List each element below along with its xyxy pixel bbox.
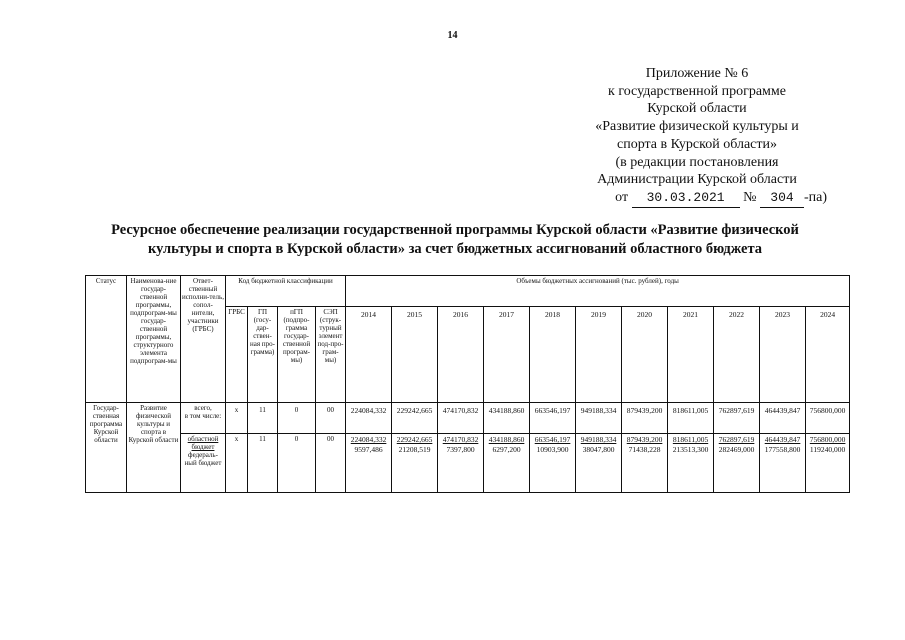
cell-value-regional: 762897,619: [718, 435, 755, 444]
cell-value-federal: 213513,300: [672, 445, 709, 454]
header-volumes: Объемы бюджетных ассигнований (тыс. рублей), годы: [346, 276, 850, 307]
cell-value: 224084,332: [346, 403, 392, 434]
resp-including-label: в том числе:: [184, 412, 222, 420]
resp-total-label: всего,: [194, 404, 212, 412]
cell-pgp: 0: [278, 434, 316, 493]
header-year: 2017: [484, 307, 530, 403]
header-year: 2020: [622, 307, 668, 403]
header-year: 2016: [438, 307, 484, 403]
cell-value: 949188,334: [576, 403, 622, 434]
appendix-line: Администрации Курской области: [597, 172, 797, 188]
cell-value-regional: 879439,200: [626, 435, 663, 444]
page-number: 14: [447, 30, 458, 41]
cell-value-regional: 949188,334: [580, 435, 617, 444]
cell-value-pair: [714, 434, 760, 493]
cell-value-federal: 6297,200: [492, 445, 521, 454]
cell-value-federal: 9597,486: [354, 445, 383, 454]
cell-value-pair: [668, 434, 714, 493]
header-year: 2023: [760, 307, 806, 403]
cell-value: 818611,005: [668, 403, 714, 434]
cell-value-pair: [438, 434, 484, 493]
cell-value-pair: [346, 434, 392, 493]
cell-sep: 00: [316, 434, 346, 493]
cell-value-pair: [760, 434, 806, 493]
cell-value: 464439,847: [760, 403, 806, 434]
header-year: 2022: [714, 307, 760, 403]
cell-value-regional: 818611,005: [672, 435, 709, 444]
cell-value-regional: 464439,847: [764, 435, 801, 444]
row-name: Развитие физической культуры и спорта в Курской области: [127, 403, 181, 493]
cell-value-pair: [622, 434, 668, 493]
header-year: 2015: [392, 307, 438, 403]
appendix-line: спорта в Курской области»: [616, 136, 777, 152]
appendix-line: к государственной программе: [608, 83, 786, 99]
cell-value: 229242,665: [392, 403, 438, 434]
cell-value-pair: [806, 434, 850, 493]
cell-value-federal: 10903,900: [536, 445, 569, 454]
resolution-date: 30.03.2021: [632, 189, 740, 208]
cell-value-pair: [392, 434, 438, 493]
cell-value: 879439,200: [622, 403, 668, 434]
cell-value-federal: 119240,000: [809, 445, 846, 454]
cell-value-pair: [530, 434, 576, 493]
header-name: Наименова-ние государ-ственной программы, подпрограм-мы государ-ственной программы, структурного элемента подпрограм-мы: [127, 276, 181, 403]
cell-value-pair: [484, 434, 530, 493]
cell-value-federal: 71438,228: [628, 445, 661, 454]
document-title: [70, 221, 840, 259]
cell-gp: 11: [248, 434, 278, 493]
table-row: [86, 403, 850, 434]
row-responsible-total: [181, 403, 226, 434]
cell-value: 762897,619: [714, 403, 760, 434]
header-year: 2019: [576, 307, 622, 403]
appendix-line: (в редакции постановления: [615, 154, 779, 170]
header-year: 2014: [346, 307, 392, 403]
header-row-top: [86, 276, 850, 307]
cell-value-federal: 177558,800: [764, 445, 801, 454]
cell-value-regional: 229242,665: [396, 435, 433, 444]
cell-value-federal: 7397,800: [446, 445, 475, 454]
header-sep: СЭП (струк-турный элемент под-про-грам-мы): [316, 307, 346, 403]
row-status: Государ-ственная программа Курской области: [86, 403, 127, 493]
cell-pgp: 0: [278, 403, 316, 434]
header-year: 2021: [668, 307, 714, 403]
cell-value-pair: [576, 434, 622, 493]
header-responsible: Ответ-ственный исполни-тель, сопол-нители, участники (ГРБС): [181, 276, 226, 403]
title-line: Ресурсное обеспечение реализации государственной программы Курской области «Развитие физической: [111, 222, 799, 238]
cell-value-regional: 663546,197: [534, 435, 571, 444]
cell-value: 434188,860: [484, 403, 530, 434]
cell-value-regional: 474170,832: [442, 435, 479, 444]
row-responsible-budgets: [181, 434, 226, 493]
resolution-line: [567, 189, 827, 208]
cell-value-federal: 38047,800: [582, 445, 615, 454]
header-pgp: пГП (подпро-грамма государ-ственной програм-мы): [278, 307, 316, 403]
resolution-suffix: -па): [803, 189, 827, 205]
cell-value-federal: 21208,519: [398, 445, 431, 454]
table-row: [86, 434, 850, 493]
cell-gp: 11: [248, 403, 278, 434]
title-line: культуры и спорта в Курской области» за счет бюджетных ассигнований областного бюджета: [147, 241, 763, 257]
appendix-block: [567, 65, 827, 208]
cell-grbs: х: [226, 434, 248, 493]
cell-value-federal: 282469,000: [718, 445, 755, 454]
appendix-line: Курской области: [647, 101, 747, 117]
appendix-line: «Развитие физической культуры и: [595, 119, 799, 135]
cell-value-regional: 224084,332: [350, 435, 387, 444]
header-year: 2018: [530, 307, 576, 403]
header-budget-code: Код бюджетной классификации: [226, 276, 346, 307]
cell-value: 474170,832: [438, 403, 484, 434]
header-grbs: ГРБС: [226, 307, 248, 403]
header-gp: ГП (госу-дар-ствен-ная про-грамма): [248, 307, 278, 403]
from-label: от: [615, 189, 629, 205]
cell-sep: 00: [316, 403, 346, 434]
cell-grbs: х: [226, 403, 248, 434]
cell-value: 663546,197: [530, 403, 576, 434]
appendix-line: Приложение № 6: [645, 66, 749, 81]
header-status: Статус: [86, 276, 127, 403]
cell-value-regional: 434188,860: [488, 435, 525, 444]
cell-value-regional: 756800,000: [809, 435, 846, 444]
resp-regional-label: областной бюджет: [187, 435, 219, 451]
resp-federal-label: федераль-ный бюджет: [184, 451, 222, 467]
resolution-number: 304: [760, 189, 804, 208]
number-label: №: [743, 189, 757, 205]
header-year: 2024: [806, 307, 850, 403]
budget-table: [85, 275, 850, 493]
cell-value: 756800,000: [806, 403, 850, 434]
